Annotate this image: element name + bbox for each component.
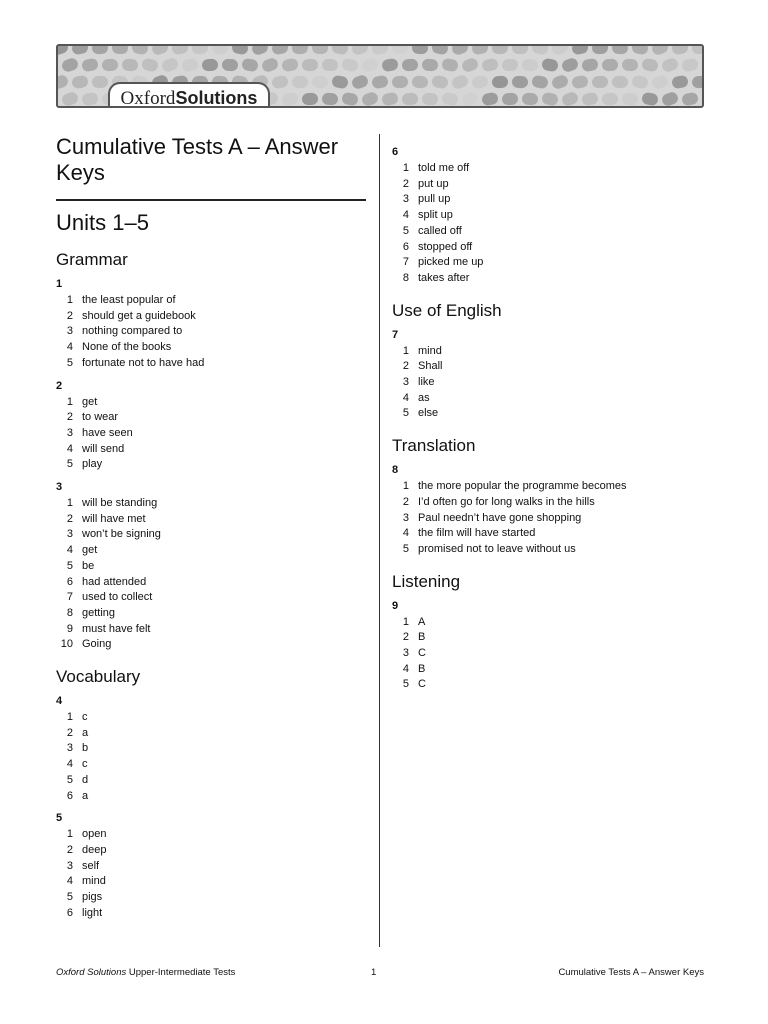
answer-number: 5 — [402, 224, 409, 237]
answer-item — [56, 395, 366, 411]
answer-item — [56, 457, 366, 473]
section-title: Translation — [392, 436, 476, 456]
answer-item — [392, 646, 712, 662]
answer-item — [392, 359, 712, 375]
answer-number: 3 — [402, 511, 409, 524]
question-number: 7 — [392, 328, 399, 341]
answer-item — [56, 324, 366, 340]
answer-text: to wear — [82, 411, 119, 424]
answer-text: I’d often go for long walks in the hills — [418, 495, 595, 508]
answer-text: promised not to leave without us — [418, 542, 576, 555]
answer-item — [56, 590, 366, 606]
answer-number: 2 — [402, 631, 409, 644]
answer-text: should get a guidebook — [82, 309, 196, 322]
answer-item — [392, 255, 712, 271]
answer-item — [392, 479, 712, 495]
answer-number: 5 — [402, 678, 409, 691]
answer-text: will send — [82, 442, 125, 455]
answer-list — [56, 827, 366, 921]
answer-item — [392, 615, 712, 631]
answer-item — [56, 527, 366, 543]
answer-text: open — [82, 828, 107, 841]
right-column — [392, 144, 712, 701]
answer-text: be — [82, 559, 95, 572]
answer-text: have seen — [82, 426, 133, 439]
answer-text: told me off — [418, 162, 470, 174]
answer-list — [56, 395, 366, 474]
answer-number: 2 — [402, 495, 409, 508]
answer-item — [392, 495, 712, 511]
answer-text: light — [82, 906, 103, 919]
answer-text: d — [82, 773, 89, 786]
answer-item — [392, 240, 712, 256]
question-number: 4 — [56, 695, 63, 708]
logo-oxford: Oxford — [120, 88, 176, 108]
answer-text: Shall — [418, 360, 443, 373]
answer-number: 2 — [66, 309, 73, 322]
answer-item — [392, 677, 712, 693]
answer-item — [56, 575, 366, 591]
answer-number: 1 — [66, 294, 73, 306]
question-number: 6 — [392, 146, 399, 158]
answer-number: 7 — [66, 591, 73, 604]
answer-text: self — [82, 859, 100, 872]
answer-list — [56, 710, 366, 804]
answer-item — [56, 622, 366, 638]
answer-number: 3 — [66, 325, 73, 338]
answer-text: put up — [418, 177, 449, 190]
answer-list — [56, 293, 366, 372]
answer-number: 5 — [66, 559, 73, 572]
answer-text: must have felt — [82, 622, 151, 635]
answer-text: a — [82, 726, 89, 739]
answer-number: 2 — [66, 843, 73, 856]
answer-list — [392, 344, 712, 423]
section-title: Vocabulary — [56, 667, 141, 687]
answer-text: None of the books — [82, 341, 172, 354]
answer-item — [392, 662, 712, 678]
answer-list — [392, 479, 712, 558]
answer-text: B — [418, 662, 426, 675]
answer-number: 1 — [402, 615, 409, 628]
column-divider — [379, 134, 380, 947]
answer-text: nothing compared to — [82, 325, 183, 338]
answer-number: 4 — [402, 662, 409, 675]
answer-number: 2 — [66, 411, 73, 424]
answer-list — [56, 496, 366, 653]
answer-text: the film will have started — [418, 527, 536, 540]
answer-item — [56, 559, 366, 575]
answer-number: 1 — [402, 480, 409, 493]
footer-right: Cumulative Tests A – Answer Keys — [558, 967, 704, 978]
question-number: 5 — [56, 812, 63, 825]
answer-text: c — [82, 758, 88, 771]
answer-text: will have met — [82, 512, 146, 525]
answer-number: 8 — [402, 271, 409, 284]
answer-list — [392, 615, 712, 694]
answer-item — [56, 773, 366, 789]
answer-text: used to collect — [82, 591, 153, 604]
footer-brand: Oxford Solutions — [56, 967, 127, 978]
answer-text: stopped off — [418, 240, 473, 253]
answer-text: Paul needn’t have gone shopping — [418, 511, 582, 524]
question-number: 3 — [56, 481, 63, 494]
title-rule — [56, 199, 366, 201]
answer-item — [56, 726, 366, 742]
answer-number: 4 — [66, 875, 73, 888]
answer-item — [56, 874, 366, 890]
answer-text: mind — [82, 875, 106, 888]
answer-number: 7 — [402, 256, 409, 269]
page-title: Cumulative Tests A – Answer Keys — [56, 134, 339, 185]
answer-number: 3 — [66, 426, 73, 439]
answer-number: 5 — [66, 356, 73, 369]
answer-number: 2 — [66, 512, 73, 525]
answer-number: 2 — [402, 360, 409, 373]
answer-number: 9 — [66, 622, 73, 635]
answer-text: pigs — [82, 891, 103, 904]
answer-number: 4 — [66, 758, 73, 771]
answer-number: 4 — [66, 442, 73, 455]
question-number: 8 — [392, 464, 399, 477]
answer-item — [56, 426, 366, 442]
answer-number: 1 — [66, 497, 73, 510]
answer-text: had attended — [82, 575, 147, 588]
answer-text: c — [82, 711, 88, 724]
answer-item — [56, 410, 366, 426]
answer-text: like — [418, 376, 435, 389]
unit-title: Units 1–5 — [56, 210, 149, 235]
answer-number: 4 — [402, 527, 409, 540]
answer-text: fortunate not to have had — [82, 356, 205, 369]
answer-number: 5 — [66, 773, 73, 786]
answer-text: will be standing — [82, 497, 158, 510]
answer-item — [56, 741, 366, 757]
answer-item — [392, 542, 712, 558]
answer-item — [56, 827, 366, 843]
question-number: 9 — [392, 599, 399, 612]
answer-text: get — [82, 544, 98, 557]
answer-number: 4 — [66, 544, 73, 557]
answer-item — [56, 906, 366, 922]
answer-text: takes after — [418, 271, 470, 284]
answer-number: 6 — [402, 240, 409, 253]
answer-item — [56, 543, 366, 559]
answer-text: pull up — [418, 193, 451, 206]
answer-number: 5 — [66, 891, 73, 904]
answer-item — [56, 859, 366, 875]
answer-number: 5 — [66, 458, 73, 471]
answer-number: 2 — [402, 177, 409, 190]
answer-number: 5 — [402, 407, 409, 420]
answer-number: 1 — [66, 395, 73, 408]
header-banner — [56, 44, 704, 108]
answer-item — [56, 356, 366, 372]
answer-number: 1 — [66, 711, 73, 724]
answer-number: 2 — [66, 726, 73, 739]
answer-number: 6 — [66, 575, 73, 588]
answer-number: 4 — [402, 391, 409, 404]
answer-number: 3 — [402, 647, 409, 660]
answer-item — [392, 630, 712, 646]
answer-item — [392, 375, 712, 391]
answer-text: A — [418, 615, 426, 628]
answer-item — [392, 177, 712, 193]
answer-item — [392, 511, 712, 527]
answer-item — [392, 391, 712, 407]
answer-number: 10 — [60, 638, 73, 651]
question-number: 2 — [56, 379, 63, 392]
answer-text: b — [82, 742, 89, 755]
answer-item — [392, 208, 712, 224]
section-title: Listening — [392, 571, 461, 591]
answer-text: get — [82, 395, 98, 408]
answer-item — [56, 340, 366, 356]
answer-text: B — [418, 631, 426, 644]
answer-item — [56, 637, 366, 653]
answer-number: 3 — [66, 528, 73, 541]
answer-text: picked me up — [418, 256, 484, 269]
answer-item — [392, 161, 712, 177]
answer-list — [392, 161, 712, 287]
answer-item — [392, 406, 712, 422]
section-title: Use of English — [392, 300, 502, 320]
answer-number: 1 — [66, 828, 73, 841]
answer-text: mind — [418, 344, 442, 357]
answer-text: the more popular the programme becomes — [418, 480, 627, 493]
answer-text: play — [82, 458, 103, 471]
answer-item — [56, 309, 366, 325]
answer-number: 4 — [402, 209, 409, 222]
answer-number: 6 — [66, 906, 73, 919]
answer-item — [56, 710, 366, 726]
question-number: 1 — [56, 278, 63, 290]
answer-number: 1 — [402, 344, 409, 357]
answer-text: getting — [82, 606, 116, 619]
answer-item — [56, 442, 366, 458]
answer-text: C — [418, 678, 426, 691]
answer-text: split up — [418, 209, 453, 222]
answer-item — [392, 224, 712, 240]
answer-text: C — [418, 647, 426, 660]
answer-number: 3 — [402, 376, 409, 389]
answer-number: 1 — [402, 162, 409, 174]
answer-text: else — [418, 407, 439, 420]
answer-item — [56, 496, 366, 512]
left-sections — [56, 250, 366, 922]
answer-item — [56, 606, 366, 622]
left-column — [56, 134, 366, 930]
answer-item — [56, 890, 366, 906]
answer-number: 3 — [66, 859, 73, 872]
answer-number: 3 — [402, 193, 409, 206]
right-sections — [392, 146, 712, 693]
answer-text: Going — [82, 638, 112, 651]
answer-item — [56, 843, 366, 859]
answer-item — [392, 271, 712, 287]
answer-number: 8 — [66, 606, 73, 619]
answer-number: 5 — [402, 542, 409, 555]
answer-item — [56, 512, 366, 528]
oxford-solutions-logo — [108, 82, 270, 108]
answer-item — [56, 293, 366, 309]
page-number: 1 — [371, 967, 377, 978]
answer-text: called off — [418, 224, 462, 237]
footer-series: Upper-Intermediate Tests — [128, 967, 236, 978]
answer-item — [56, 789, 366, 805]
answer-item — [56, 757, 366, 773]
footer-left — [56, 967, 235, 978]
logo-solutions: Solutions — [175, 88, 258, 108]
answer-text: deep — [82, 843, 107, 856]
answer-number: 3 — [66, 742, 73, 755]
section-title: Grammar — [56, 250, 128, 269]
answer-number: 4 — [66, 341, 73, 354]
answer-item — [392, 526, 712, 542]
answer-text: won’t be signing — [82, 528, 161, 541]
answer-text: a — [82, 789, 89, 802]
answer-text: the least popular of — [82, 294, 176, 306]
answer-number: 6 — [66, 789, 73, 802]
answer-item — [392, 344, 712, 360]
answer-item — [392, 192, 712, 208]
answer-text: as — [418, 391, 430, 404]
